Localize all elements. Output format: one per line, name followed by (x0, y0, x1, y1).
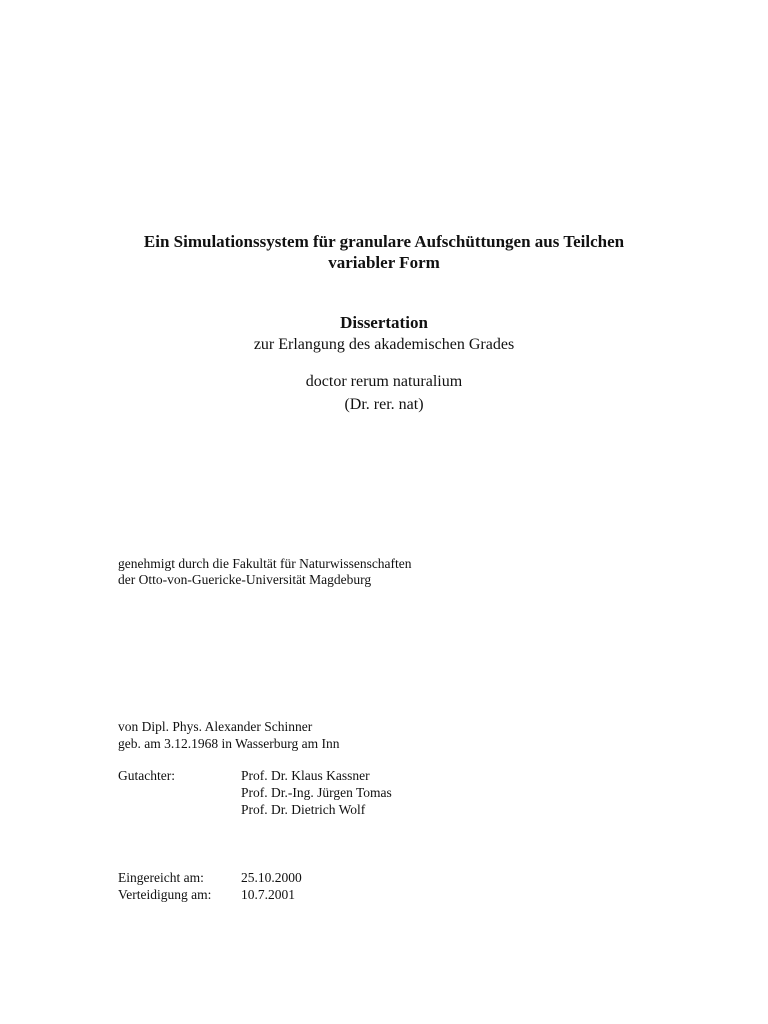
degree-abbreviation: (Dr. rer. nat) (344, 396, 424, 413)
author-name: von Dipl. Phys. Alexander Schinner (118, 719, 313, 734)
degree-name: doctor rerum naturalium (305, 373, 463, 390)
author-birth: geb. am 3.12.1968 in Wasserburg am Inn (118, 736, 340, 751)
thesis-title-line-1: Ein Simulationssystem für granulare Aufschüttungen aus Teilchen (143, 232, 625, 251)
defense-label: Verteidigung am: (118, 887, 212, 902)
thesis-title (0, 231, 768, 273)
submitted-label: Eingereicht am: (118, 870, 204, 885)
reviewers-label: Gutachter: (118, 768, 175, 783)
submitted-date: 25.10.2000 (241, 870, 302, 885)
dissertation-heading: Dissertation (340, 313, 428, 332)
reviewer-3: Prof. Dr. Dietrich Wolf (241, 802, 366, 817)
approval-line-2: der Otto-von-Guericke-Universität Magdeburg (118, 572, 372, 587)
thesis-title-line-2: variabler Form (328, 253, 440, 272)
reviewer-1: Prof. Dr. Klaus Kassner (241, 768, 370, 783)
approval-line-1: genehmigt durch die Fakultät für Naturwissenschaften (118, 556, 412, 571)
reviewer-2: Prof. Dr.-Ing. Jürgen Tomas (241, 785, 392, 800)
dissertation-subtitle: zur Erlangung des akademischen Grades (253, 336, 515, 353)
defense-date: 10.7.2001 (241, 887, 295, 902)
